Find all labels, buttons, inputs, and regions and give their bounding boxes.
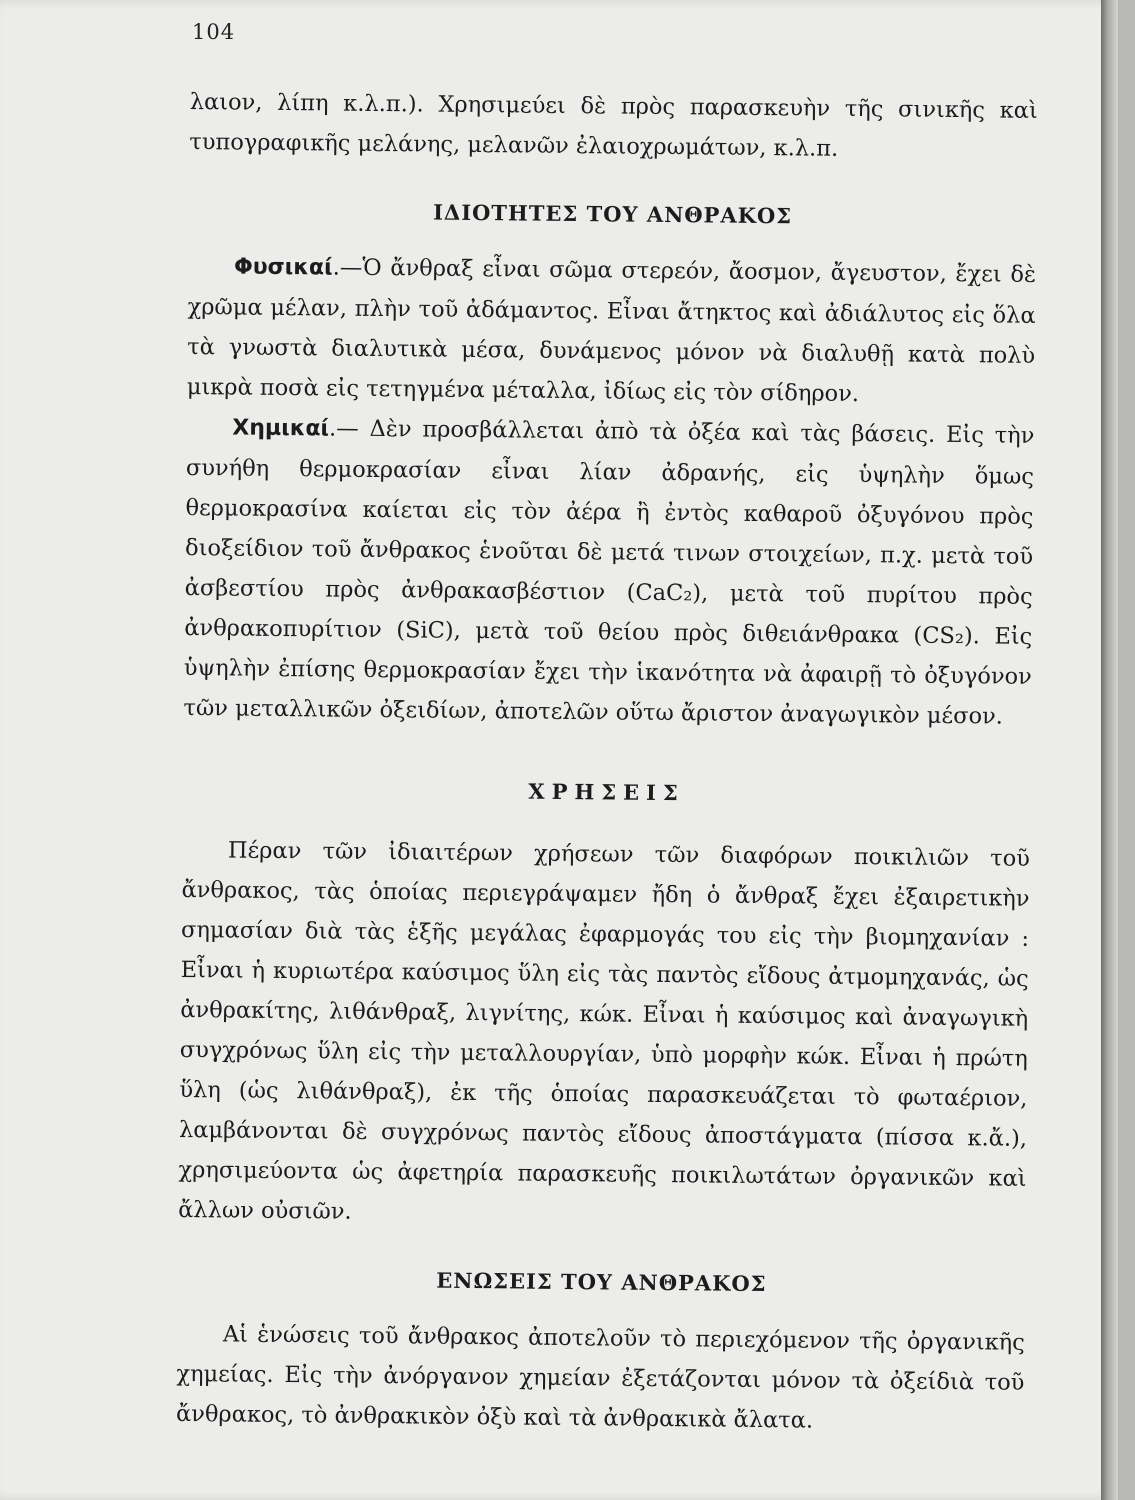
term-chemical: Χημικαί	[232, 415, 330, 442]
page-edge-shadow	[1101, 0, 1118, 1500]
paragraph-chemical	[183, 407, 1034, 737]
intro-paragraph: λαιον, λίπη κ.λ.π.). Χρησιμεύει δὲ πρὸς παρασκευὴν τῆς σινικῆς καὶ τυπογραφικῆς μελάνης, μελανῶν ἐλαιοχρωμάτων, κ.λ.π.	[189, 88, 1038, 162]
heading-compounds: ΕΝΩΣΕΙΣ ΤΟΥ ΑΝΘΡΑΚΟΣ	[436, 1267, 767, 1297]
heading-uses: ΧΡΗΣΕΙΣ	[528, 778, 685, 806]
page-number: 104	[192, 20, 236, 44]
text-physical: .—Ὁ ἄνθραξ εἶναι σῶμα στερεόν, ἄοσμον, ἄγευστον, ἔχει δὲ χρῶμα μέλαν, πλὴν τοῦ ἀδάμαντος. Εἶναι ἄτηκτος καὶ ἀδιάλυτος εἰς ὅλα τὰ γνωστὰ διαλυτικὰ μέσα, δυνάμενος μόνον νὰ διαλυθῇ κατὰ πολὺ μικρὰ ποσὰ εἰς τετηγμένα μέταλλα, ἰδίως εἰς τὸν σίδηρον.	[186, 254, 1037, 408]
heading-properties: ΙΔΙΟΤΗΤΕΣ ΤΟΥ ΑΝΘΡΑΚΟΣ	[433, 199, 793, 229]
paragraph-uses: Πέραν τῶν ἰδιαιτέρων χρήσεων τῶν διαφόρων ποικιλιῶν τοῦ ἄνθρακος, τὰς ὁποίας περιεγράψαμεν ἤδη ὁ ἄνθραξ ἔχει ἐξαιρετικὴν σημασίαν διὰ τὰς ἑξῆς μεγάλας ἐφαρμογάς του εἰς τὴν βιομηχανίαν : Εἶναι ἡ κυριωτέρα καύσιμος ὕλη εἰς τὰς παντὸς εἴδους ἀτμομηχανάς, ὡς ἀνθρακίτης, λιθάνθραξ, λιγνίτης, κώκ. Εἶναι ἡ καύσιμος καὶ ἀναγωγικὴ συγχρόνως ὕλη εἰς τὴν μεταλλουργίαν, ὑπὸ μορφὴν κώκ. Εἶναι ἡ πρώτη ὕλη (ὡς λιθάνθραξ), ἐκ τῆς ὁποίας παρασκευάζεται τὸ φωταέριον, λαμβάνονται δὲ συγχρόνως παντὸς εἴδους ἀποστάγματα (πίσσα κ.ἄ.), χρησιμεύοντα ὡς ἀφετηρία παρασκευῆς ποικιλωτάτων ὀργανικῶν καὶ ἄλλων οὐσιῶν.	[178, 837, 1031, 1225]
term-physical: Φυσικαί	[233, 254, 333, 281]
paragraph-physical	[187, 246, 1037, 416]
page-body	[176, 82, 1038, 1443]
text-chemical: .— Δὲν προσβάλλεται ἀπὸ τὰ ὀξέα καὶ τὰς βάσεις. Εἰς τὴν συνήθη θερμοκρασίαν εἶναι λίαν ἀδρανής, εἰς ὑψηλὴν ὅμως θερμοκρασίνα καίεται εἰς τὸν ἀέρα ἢ ἐντὸς καθαροῦ ὀξυγόνου πρὸς διοξείδιον τοῦ ἄνθρακος ἑνοῦται δὲ μετά τινων στοιχείων, π.χ. μετὰ τοῦ ἀσβεστίου πρὸς ἀνθρακασβέστιον (CaC₂), μετὰ τοῦ πυρίτου πρὸς ἀνθρακοπυρίτιον (SiC), μετὰ τοῦ θείου πρὸς διθειάνθρακα (CS₂). Εἰς ὑψηλὴν ἐπίσης θερμοκρασίαν ἔχει τὴν ἱκανότητα νὰ ἀφαιρῇ τὸ ὀξυγόνον τῶν μεταλλικῶν ὀξειδίων, ἀποτελῶν οὕτω ἄριστον ἀναγωγικὸν μέσον.	[183, 415, 1035, 730]
paragraph-compounds: Αἱ ἑνώσεις τοῦ ἄνθρακος ἀποτελοῦν τὸ περιεχόμενον τῆς ὀργανικῆς χημείας. Εἰς τὴν ἀνόργανον χημείαν ἐξετάζονται μόνον τὰ ὀξείδιὰ τοῦ ἄνθρακος, τὸ ἀνθρακικὸν ὀξὺ καὶ τὰ ἀνθρακικὰ ἄλατα.	[175, 1321, 1025, 1434]
